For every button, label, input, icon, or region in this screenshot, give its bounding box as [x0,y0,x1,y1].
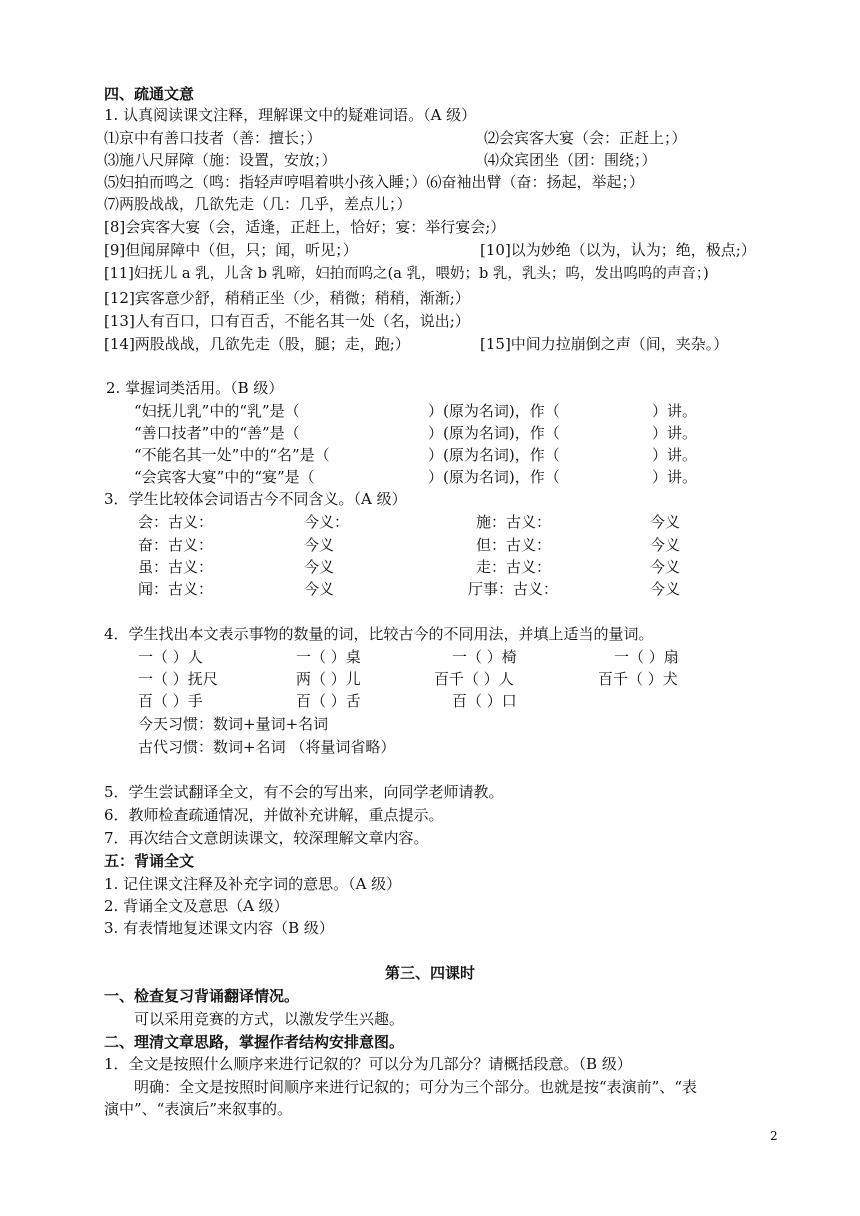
note-line: ⑸妇拍而鸣之（鸣：指轻声哼唱着哄小孩入睡；）⑹奋袖出臂（奋：扬起，举起；） [104,173,645,191]
q2-text: ）讲。 [652,402,698,420]
q4-cell: 一（ ）扇 [614,648,679,666]
q3-cell: 今义： [304,513,350,531]
q4-cell: 一（ ）桌 [296,648,361,666]
note-line: [8]会宾客大宴（会，适逢，正赶上，恰好；宴：举行宴会;） [104,218,506,236]
q3-cell: 会：古义： [138,513,214,531]
lesson-heading-2: 二、理清文章思路，掌握作者结构安排意图。 [104,1033,405,1051]
q4-cell: 百千（ ）犬 [598,670,678,688]
q4-cell: 百（ ）手 [138,692,203,710]
q3-cell: 闻：古义： [138,580,214,598]
item-7: 7．再次结合文意朗读课文，较深理解文章内容。 [104,829,429,847]
q3-cell: 走：古义： [476,558,552,576]
q3-cell: 今义 [650,558,681,576]
section-4-title: 四、疏通文意 [104,85,195,103]
note-line: [12]宾客意少舒，稍稍正坐（少，稍微；稍稍，渐渐;） [104,289,470,307]
note-line: [15]中间力拉崩倒之声（间，夹杂。） [480,335,729,353]
q3-cell: 施：古义： [476,513,552,531]
q2-text: “会宾客大宴”中的“宴”是（ [134,468,315,486]
note-line: [10]以为妙绝（以为，认为；绝，极点;） [480,241,756,259]
note-line: ⑵会宾客大宴（会：正赶上；） [484,129,687,147]
item-6: 6．教师检查疏通情况，并做补充讲解，重点提示。 [104,806,444,824]
q4-cell: 一（ ）抚尺 [138,670,218,688]
item-3: 3．学生比较体会词语古今不同含义。（A 级） [104,490,407,508]
lesson-answer: 明确：全文是按照时间顺序来进行记叙的；可分为三个部分。也就是按“表演前”、“表 [134,1078,698,1096]
q2-text: ）讲。 [652,468,698,486]
q3-cell: 今义 [304,580,335,598]
q3-cell: 今义 [650,513,681,531]
note-line: ⑺两股战战，几欲先走（几：几乎，差点儿；） [104,195,412,213]
q2-text: “善口技者”中的“善”是（ [134,424,300,442]
q3-cell: 今义 [304,558,335,576]
item-5: 5．学生尝试翻译全文，有不会的写出来，向同学老师请教。 [104,783,504,801]
note-line: [14]两股战战，几欲先走（股，腿；走，跑;） [104,335,410,353]
q2-text: ）(原为名词)，作（ [428,424,560,442]
section-5-title: 五：背诵全文 [104,852,195,870]
q3-cell: 今义 [650,536,681,554]
q2-text: ）讲。 [652,446,698,464]
lesson-answer: 演中”、“表演后”来叙事的。 [104,1100,293,1118]
q3-cell: 但：古义： [476,536,552,554]
q4-cell: 百（ ）口 [452,692,517,710]
q3-cell: 奋：古义： [138,536,214,554]
q4-cell: 两（ ）儿 [296,670,361,688]
q2-text: ）(原为名词)，作（ [428,446,560,464]
item-4: 4．学生找出本文表示事物的数量的词，比较古今的不同用法，并填上适当的量词。 [104,625,654,643]
note-line: ⑶施八尺屏障（施：设置，安放；） [104,151,337,169]
sec5-item: 3. 有表情地复述课文内容（B 级） [104,919,334,937]
q2-text: “妇抚儿乳”中的“乳”是（ [134,402,300,420]
note-line: ⑴京中有善口技者（善：擅长；） [104,129,322,147]
q3-cell: 虽：古义： [138,558,214,576]
habit-today: 今天习惯：数词+量词+名词 [138,715,329,733]
sec5-item: 2. 背诵全文及意思（A 级） [104,897,289,915]
lesson-question-1: 1．全文是按照什么顺序来进行记叙的？可以分为几部分？请概括段意。（B 级） [104,1055,632,1073]
lesson-title: 第三、四课时 [384,964,475,982]
q2-text: ）(原为名词)，作（ [428,402,560,420]
page-number: 2 [770,1129,778,1143]
q2-text: ）(原为名词)，作（ [428,468,560,486]
note-line: [9]但闻屏障中（但，只；闻，听见；） [104,241,358,259]
q2-text: “不能名其一处”中的“名”是（ [134,446,330,464]
q3-cell: 厅事：古义： [468,580,559,598]
note-line: ⑷众宾团坐（团：围绕；） [484,151,657,169]
q4-cell: 一（ ）椅 [452,648,517,666]
q3-cell: 今义 [304,536,335,554]
item-2: 2. 掌握词类活用。（B 级） [106,379,284,397]
habit-ancient: 古代习惯：数词+名词 （将量词省略） [138,738,396,756]
lesson-heading-1: 一、检查复习背诵翻译情况。 [104,987,300,1005]
q2-text: ）讲。 [652,424,698,442]
lesson-paragraph: 可以采用竞赛的方式，以激发学生兴趣。 [134,1010,405,1028]
sec5-item: 1. 记住课文注释及补充字词的意思。（A 级） [104,875,402,893]
q3-cell: 今义 [650,580,681,598]
item-1: 1. 认真阅读课文注释，理解课文中的疑难词语。（A 级） [104,106,477,124]
q4-cell: 一（ ）人 [138,648,203,666]
note-line: [11]妇抚儿 a 乳，儿含 b 乳啼，妇拍而呜之(a 乳，喂奶；b 乳，乳头；呜，发出呜呜的声音；) [104,266,709,282]
note-line: [13]人有百口，口有百舌，不能名其一处（名，说出;） [104,312,470,330]
q4-cell: 百（ ）舌 [296,692,361,710]
q4-cell: 百千（ ）人 [434,670,514,688]
